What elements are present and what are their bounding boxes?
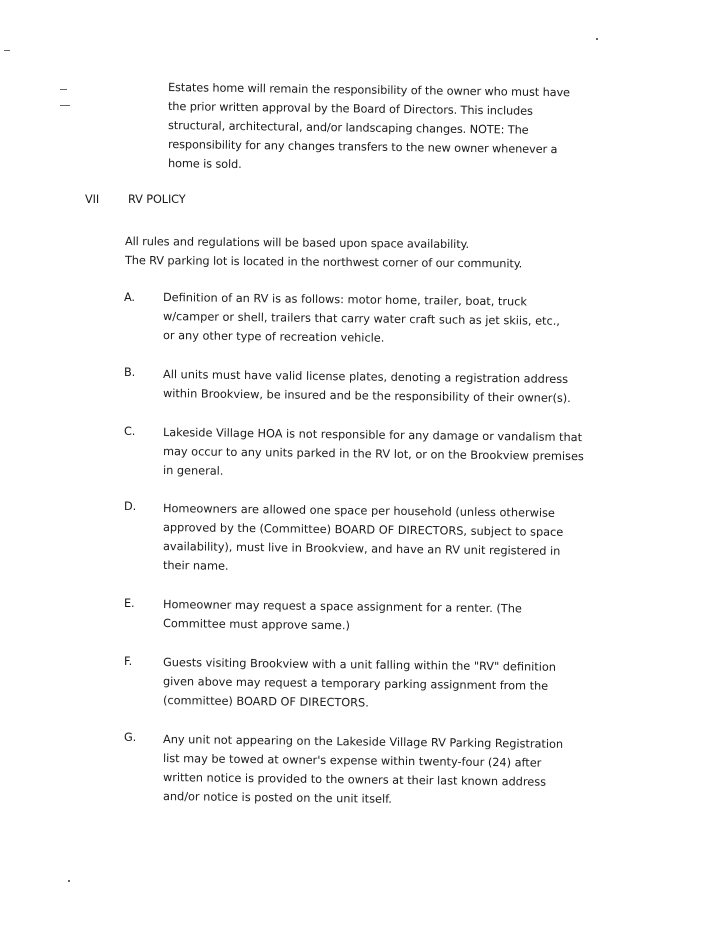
- section-intro-line: The RV parking lot is located in the northwest corner of our community.: [124, 254, 523, 271]
- intro-line: home is sold.: [167, 157, 242, 171]
- item-text-line: w/camper or shell, trailers that carry water craft such as jet skiis, etc.,: [162, 310, 560, 328]
- section-title: RV POLICY: [128, 193, 186, 206]
- item-letter: G.: [124, 731, 137, 744]
- intro-line: responsibility for any changes transfers to the new owner whenever a: [167, 138, 558, 157]
- item-letter: F.: [124, 655, 133, 668]
- item-text-line: written notice is provided to the owners at their last known address: [162, 771, 547, 789]
- item-text-line: and/or notice is posted on the unit itself.: [162, 790, 392, 806]
- scan-mark: [60, 89, 67, 90]
- item-text-line: or any other type of recreation vehicle.: [162, 329, 385, 345]
- section-number: VII: [85, 193, 100, 206]
- item-text-line: in general.: [162, 464, 224, 478]
- item-text-line: Lakeside Village HOA is not responsible for any damage or vandalism that: [162, 426, 583, 445]
- item-text-line: list may be towed at owner's expense within twenty-four (24) after: [162, 752, 542, 770]
- item-letter: C.: [124, 425, 136, 438]
- item-text-line: Homeowners are allowed one space per household (unless otherwise: [162, 502, 555, 520]
- item-text-line: Committee must approve same.): [162, 617, 351, 633]
- item-letter: E.: [124, 597, 135, 610]
- item-text-line: approved by the (Committee) BOARD OF DIRECTORS, subject to space: [162, 521, 564, 539]
- intro-line: the prior written approval by the Board of Directors. This includes: [167, 100, 533, 118]
- item-text-line: Any unit not appearing on the Lakeside Village RV Parking Registration: [162, 733, 564, 751]
- item-text-line: Homeowner may request a space assignment for a renter. (The: [162, 598, 522, 616]
- item-text-line: Guests visiting Brookview with a unit falling within the "RV" definition: [162, 656, 557, 674]
- section-intro-line: All rules and regulations will be based upon space availability.: [124, 235, 470, 252]
- intro-line: Estates home will remain the responsibility of the owner who must have: [167, 81, 571, 100]
- scan-mark: [68, 880, 70, 882]
- intro-line: structural, architectural, and/or landscaping changes. NOTE: The: [167, 119, 529, 137]
- item-text-line: All units must have valid license plates, denoting a registration address: [162, 368, 569, 386]
- scan-mark: [60, 105, 70, 106]
- item-letter: B.: [124, 366, 136, 379]
- item-letter: D.: [124, 500, 137, 513]
- scan-mark: [596, 38, 598, 40]
- item-text-line: (committee) BOARD OF DIRECTORS.: [162, 694, 369, 710]
- item-text-line: within Brookview, be insured and be the responsibility of their owner(s).: [162, 387, 571, 405]
- item-text-line: availability), must live in Brookview, and have an RV unit registered in: [162, 540, 561, 558]
- item-text-line: may occur to any units parked in the RV lot, or on the Brookview premises: [162, 445, 584, 464]
- item-letter: A.: [124, 291, 135, 304]
- item-text-line: given above may request a temporary parking assignment from the: [162, 675, 549, 693]
- item-text-line: Definition of an RV is as follows: motor home, trailer, boat, truck: [162, 291, 528, 309]
- item-text-line: their name.: [162, 559, 229, 573]
- scan-mark: [4, 50, 10, 51]
